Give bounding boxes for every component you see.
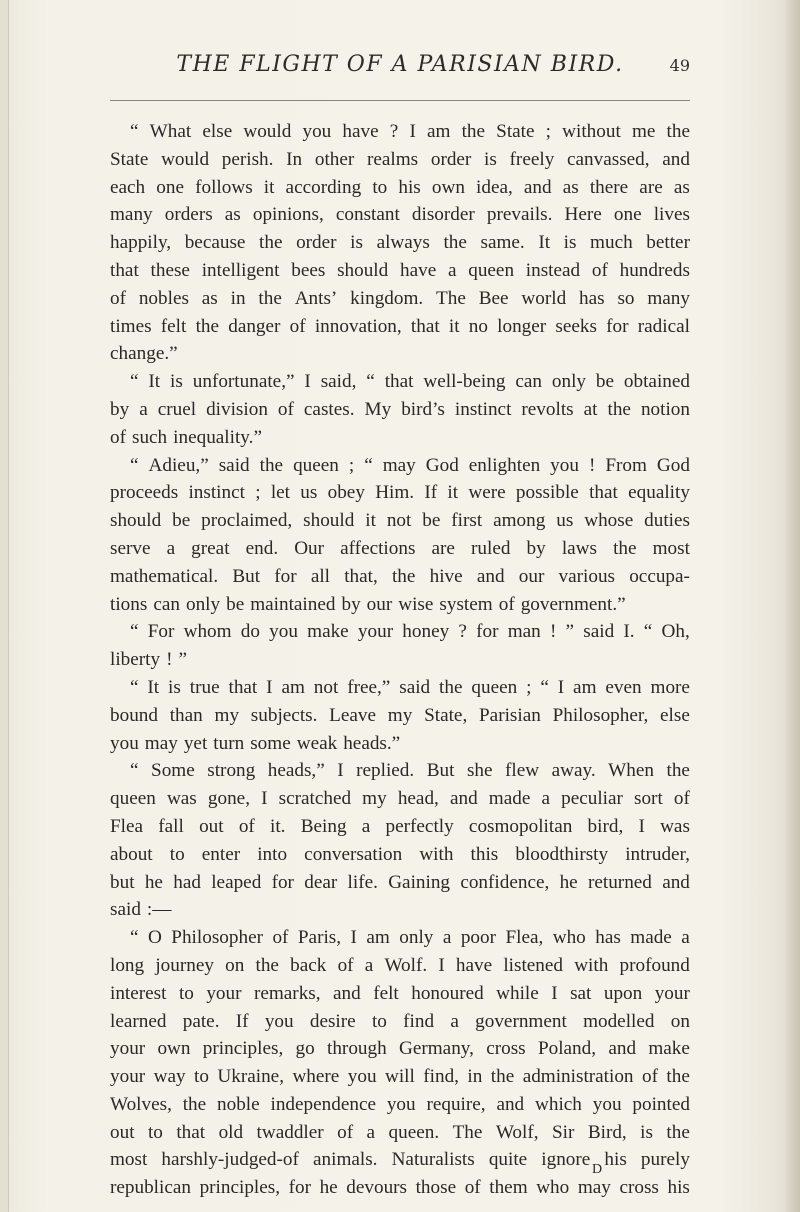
- text-line: State would perish. In other realms order is freely canvassed, and: [110, 148, 690, 170]
- text-line: queen was gone, I scratched my head, and made a peculiar sort of: [110, 788, 690, 810]
- text-line: of such inequality.”: [110, 426, 262, 448]
- text-line: bound than my subjects. Leave my State, Parisian Philosopher, else: [110, 704, 690, 726]
- header-rule: [110, 100, 690, 101]
- text-line: “ Some strong heads,” I replied. But she flew away. When the: [130, 760, 690, 782]
- page-left-edge: [0, 0, 9, 1212]
- text-line: republican principles, for he devours those of them who may cross his: [110, 1177, 690, 1199]
- page-right-edge: [786, 0, 800, 1212]
- text-line: Wolves, the noble independence you require, and which you pointed: [110, 1093, 690, 1115]
- text-line: your own principles, go through Germany, cross Poland, and make: [110, 1038, 690, 1060]
- text-line: “ O Philosopher of Paris, I am only a poor Flea, who has made a: [130, 927, 690, 949]
- text-line: of nobles as in the Ants’ kingdom. The Bee world has so many: [110, 287, 690, 309]
- text-line: each one follows it according to his own idea, and as there are as: [110, 176, 690, 198]
- page-number: 49: [669, 56, 690, 75]
- text-line: change.”: [110, 343, 178, 365]
- text-line: happily, because the order is always the same. It is much better: [110, 232, 690, 254]
- text-line: learned pate. If you desire to find a government modelled on: [110, 1010, 690, 1032]
- text-line: “ It is true that I am not free,” said the queen ; “ I am even more: [130, 676, 690, 698]
- text-line: serve a great end. Our affections are ruled by laws the most: [110, 537, 690, 559]
- text-line: proceeds instinct ; let us obey Him. If it were possible that equality: [110, 482, 690, 504]
- text-line: but he had leaped for dear life. Gaining confidence, he returned and: [110, 871, 690, 893]
- text-line: by a cruel division of castes. My bird’s instinct revolts at the notion: [110, 398, 690, 420]
- text-line: you may yet turn some weak heads.”: [110, 732, 401, 754]
- text-line: “ Adieu,” said the queen ; “ may God enlighten you ! From God: [130, 454, 690, 476]
- text-line: interest to your remarks, and felt honoured while I sat upon your: [110, 982, 690, 1004]
- text-line: “ What else would you have ? I am the State ; without me the: [130, 121, 690, 142]
- text-line: about to enter into conversation with this bloodthirsty intruder,: [110, 843, 690, 865]
- text-line: that these intelligent bees should have a queen instead of hundreds: [110, 259, 690, 281]
- text-line: should be proclaimed, should it not be first among us whose duties: [110, 510, 690, 532]
- text-line: tions can only be maintained by our wise system of government.”: [110, 593, 626, 615]
- text-line: most harshly-judged-of animals. Naturalists quite ignore his purely: [110, 1149, 690, 1171]
- text-line: mathematical. But for all that, the hive and our various occupa-: [110, 565, 690, 587]
- text-line: times felt the danger of innovation, that it no longer seeks for radical: [110, 315, 690, 337]
- text-line: many orders as opinions, constant disorder prevails. Here one lives: [110, 204, 690, 226]
- page-header: [110, 52, 690, 86]
- text-line: said :—: [110, 899, 172, 921]
- text-line: “ For whom do you make your honey ? for man ! ” said I. “ Oh,: [130, 621, 690, 643]
- running-title: THE FLIGHT OF A PARISIAN BIRD.: [176, 52, 624, 77]
- text-line: out to that old twaddler of a queen. The Wolf, Sir Bird, is the: [110, 1121, 690, 1143]
- text-line: long journey on the back of a Wolf. I have listened with profound: [110, 954, 690, 976]
- text-line: liberty ! ”: [110, 649, 188, 671]
- text-line: your way to Ukraine, where you will find, in the administration of the: [110, 1066, 690, 1088]
- text-line: Flea fall out of it. Being a perfectly cosmopolitan bird, I was: [110, 815, 690, 837]
- signature-mark: D: [592, 1162, 603, 1177]
- text-line: “ It is unfortunate,” I said, “ that well-being can only be obtained: [130, 371, 690, 393]
- body-text: [110, 118, 690, 1202]
